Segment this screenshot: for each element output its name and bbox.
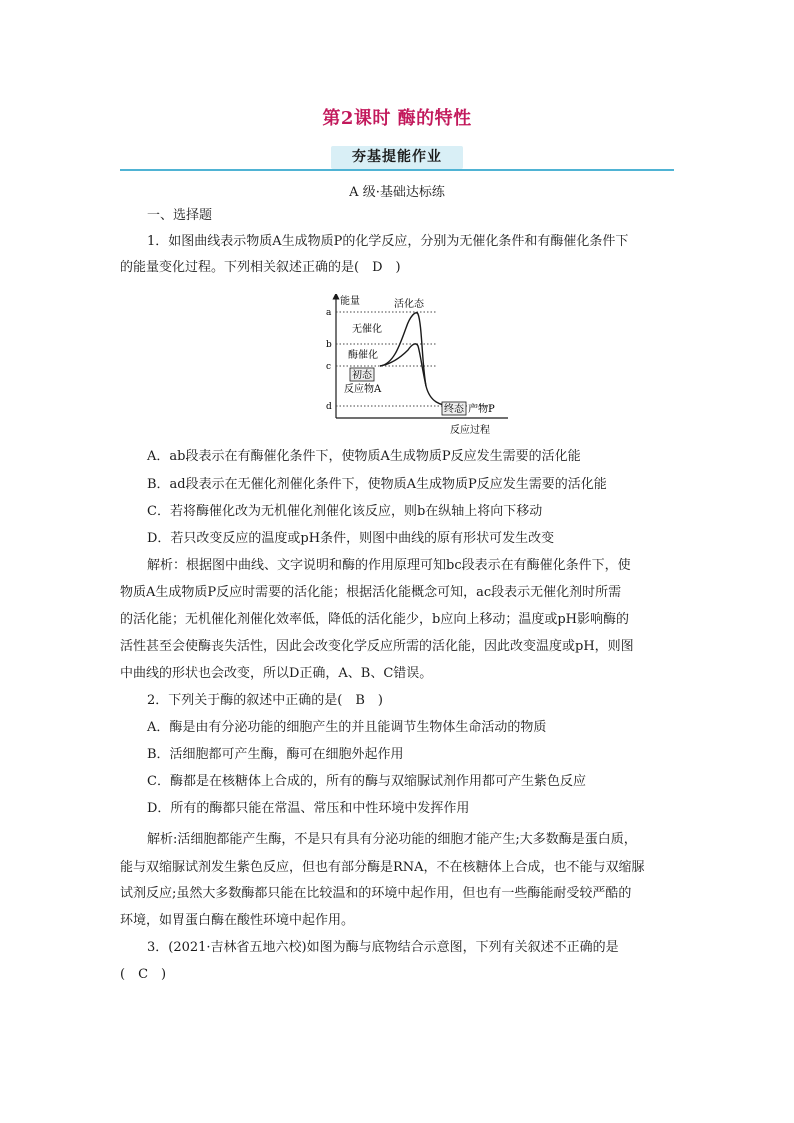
q1-option-b: B．ad段表示在无催化剂催化条件下，使物质A生成物质P反应发生需要的活化能: [147, 477, 607, 492]
q2-analysis-line-4: 环境，如胃蛋白酶在酸性环境中起作用。: [120, 913, 355, 928]
uncatalyzed-curve: [380, 313, 454, 406]
energy-diagram-svg: [322, 294, 512, 438]
level-label-c: c: [326, 362, 332, 372]
uncatalyzed-label: 无催化: [352, 324, 382, 335]
q2-option-c: C．酶都是在核糖体上合成的，所有的酶与双缩脲试剂作用都可产生紫色反应: [147, 774, 586, 789]
section-heading: 一、选择题: [147, 208, 213, 223]
q1-analysis-line-1: 解析：根据图中曲线、文字说明和酶的作用原理可知bc段表示在有酶催化条件下，使: [147, 558, 631, 573]
enzyme-curve: [380, 344, 426, 386]
q1-stem-line-2: 的能量变化过程。下列相关叙述正确的是( D ): [120, 260, 401, 275]
banner-label: 夯基提能作业: [331, 146, 463, 169]
final-state-label: 终态: [444, 404, 464, 415]
q2-option-d: D．所有的酶都只能在常温、常压和中性环境中发挥作用: [147, 801, 470, 816]
y-axis-label: 能量: [340, 296, 360, 307]
energy-diagram: [322, 294, 512, 438]
product-label: 产物P: [468, 404, 495, 415]
q2-option-b: B．活细胞都可产生酶，酶可在细胞外起作用: [147, 747, 404, 762]
q1-stem-line-1: 1．如图曲线表示物质A生成物质P的化学反应，分别为无催化条件和有酶催化条件下: [147, 234, 629, 249]
section-banner: [120, 146, 674, 172]
q1-analysis-line-4: 活性甚至会使酶丧失活性，因此会改变化学反应所需的活化能，因此改变温度或pH，则图: [120, 639, 634, 654]
q3-stem-line-2: ( C ): [120, 967, 167, 982]
q3-stem-line-1: 3．(2021·吉林省五地六校)如图为酶与底物结合示意图，下列有关叙述不正确的是: [147, 940, 619, 955]
q1-option-c: C．若将酶催化改为无机催化剂催化该反应，则b在纵轴上将向下移动: [147, 504, 543, 519]
q1-option-a: A．ab段表示在有酶催化条件下，使物质A生成物质P反应发生需要的活化能: [147, 449, 581, 464]
reactant-label: 反应物A: [344, 384, 382, 395]
level-label-b: b: [326, 340, 332, 350]
enzyme-label: 酶催化: [348, 350, 378, 361]
x-axis-label: 反应过程: [450, 425, 490, 436]
level-label-d: d: [326, 402, 332, 412]
q1-analysis-line-2: 物质A生成物质P反应时需要的活化能；根据活化能概念可知，ac段表示无催化剂时所需: [120, 585, 622, 600]
q2-analysis-line-3: 试剂反应;虽然大多数酶都只能在比较温和的环境中起作用，但也有一些酶能耐受较严酷的: [120, 886, 632, 901]
q1-analysis-line-3: 的活化能；无机催化剂催化效率低，降低的活化能少，b应向上移动；温度或pH影响酶的: [120, 612, 629, 627]
page-title: 第2课时 酶的特性: [322, 108, 472, 129]
q1-option-d: D．若只改变反应的温度或pH条件，则图中曲线的原有形状可发生改变: [147, 531, 555, 546]
activated-state-label: 活化态: [394, 299, 424, 310]
q2-option-a: A．酶是由有分泌功能的细胞产生的并且能调节生物体生命活动的物质: [147, 720, 547, 735]
level-heading: A 级·基础达标练: [349, 185, 445, 200]
q2-analysis-line-1: 解析:活细胞都能产生酶，不是只有具有分泌功能的细胞才能产生;大多数酶是蛋白质，: [147, 832, 637, 847]
q2-stem: 2．下列关于酶的叙述中正确的是( B ): [147, 693, 383, 708]
banner-divider: [120, 169, 674, 171]
initial-state-label: 初态: [352, 370, 372, 381]
level-label-a: a: [326, 308, 332, 318]
q1-analysis-line-5: 中曲线的形状也会改变，所以D正确，A、B、C错误。: [120, 666, 433, 681]
q2-analysis-line-2: 能与双缩脲试剂发生紫色反应，但也有部分酶是RNA，不在核糖体上合成，也不能与双缩脲: [120, 860, 645, 875]
